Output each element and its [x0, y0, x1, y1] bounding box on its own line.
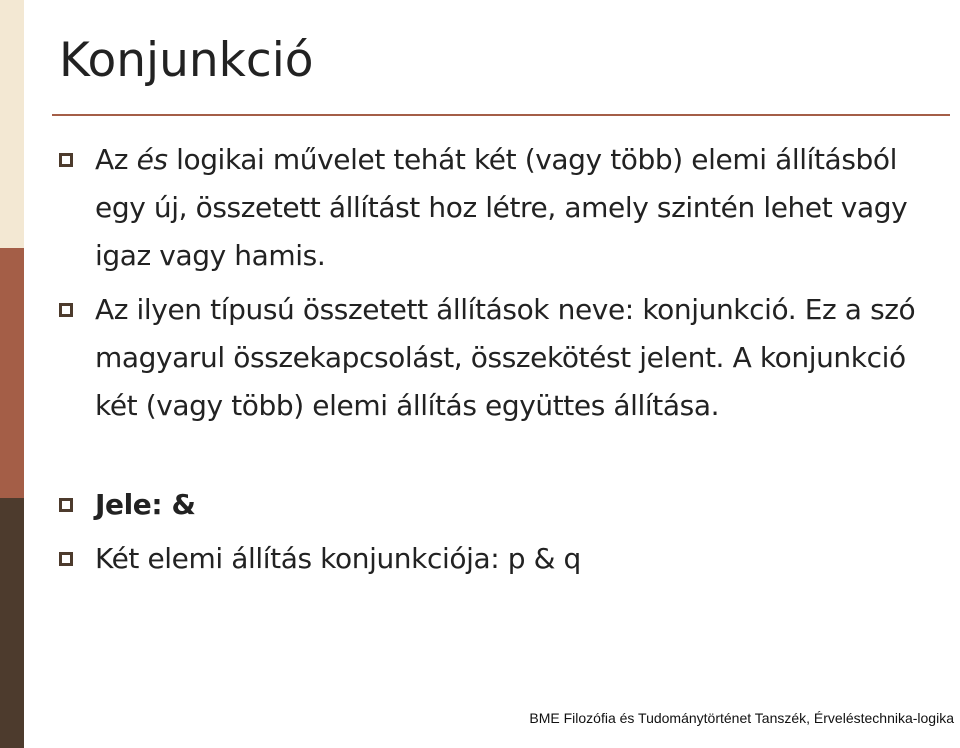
- bullet-text: Az ilyen típusú összetett állítások neve: konjunkció. Ez a szó magyarul összekapcsolást, összekötést jelent. A konjunkció két (vagy több) elemi állítás együttes állítása.: [95, 293, 916, 422]
- bullet-item: [95, 535, 940, 583]
- bullet-text-post: logikai művelet tehát két (vagy több) elemi állításból egy új, összetett állítást hoz létre, amely szintén lehet vagy igaz vagy hamis.: [95, 143, 908, 272]
- square-bullet-icon: [59, 498, 73, 512]
- side-bar-dark: [0, 498, 24, 748]
- square-bullet-icon: [59, 153, 73, 167]
- bullet-text-emphasis: és: [136, 143, 168, 176]
- bullet-item: [95, 136, 940, 280]
- bullet-item: [95, 286, 940, 430]
- bullet-text: Két elemi állítás konjunkciója: p & q: [95, 542, 581, 575]
- bullet-text: Jele: &: [95, 488, 196, 521]
- side-bar-rust: [0, 248, 24, 498]
- square-bullet-icon: [59, 303, 73, 317]
- square-bullet-icon: [59, 552, 73, 566]
- side-bar-cream: [0, 0, 24, 248]
- slide-title: Konjunkció: [59, 33, 314, 88]
- title-divider: [52, 114, 950, 116]
- slide-footer: BME Filozófia és Tudománytörténet Tanszék, Érveléstechnika-logika: [529, 710, 954, 726]
- bullet-text-pre: Az: [95, 143, 137, 176]
- bullet-item: [95, 481, 940, 529]
